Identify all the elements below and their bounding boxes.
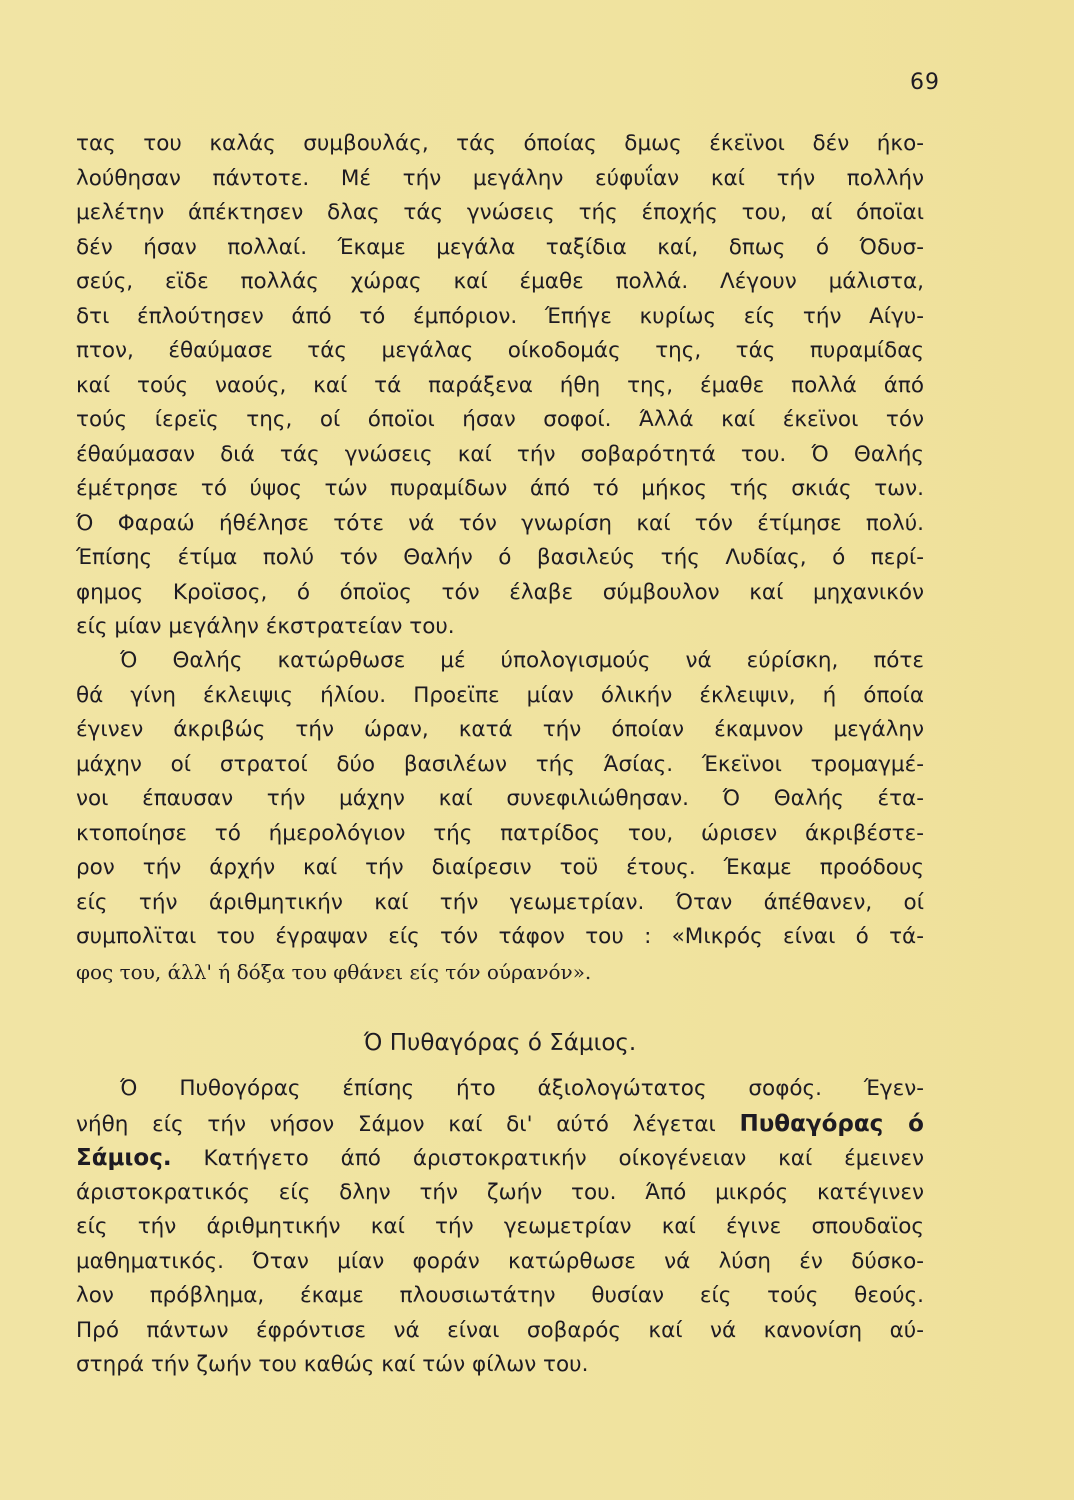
page-number: 69 (910, 70, 940, 95)
text-line: κτοποίησε τό ήμερολόγιον τής πατρίδος του, ώρισεν άκριβέστε- (76, 820, 924, 846)
text-line: Έπίσης έτίμα πολύ τόν Θαλήν ό βασιλεύς τής Λυδίας, ό περί- (76, 545, 924, 570)
text-line: μελέτην άπέκτησεν δλας τάς γνώσεις τής έποχής του, αί όποϊαι (76, 200, 924, 225)
text-line: καί τούς ναούς, καί τά παράξενα ήθη της, έμαθε πολλά άπό (76, 372, 924, 398)
text-line: τούς ίερεϊς της, οί όποϊοι ήσαν σοφοί. Άλλά καί έκεϊνοι τόν (76, 407, 924, 432)
text-line (76, 1141, 924, 1176)
text-line: είς τήν άριθμητικήν καί τήν γεωμετρίαν. Όταν άπέθανεν, οί (76, 889, 924, 915)
paragraph-pythagoras (76, 1072, 924, 1383)
text-line: συμπολϊται του έγραψαν είς τόν τάφον του : «Μικρός είναι ό τά- (76, 924, 924, 949)
text-run: Κατήγετο άπό άριστοκρατικήν οίκογένειαν καί έμεινεν (203, 1146, 924, 1171)
text-line: ρον τήν άρχήν καί τήν διαίρεσιν τοϋ έτους. Έκαμε προόδους (76, 855, 924, 880)
text-line: μάχην οί στρατοί δύο βασιλέων τής Άσίας. Έκεϊνοι τρομαγμέ- (76, 751, 924, 777)
paragraph-thales-travels (76, 127, 924, 645)
text-line: σεύς, εϊδε πολλάς χώρας καί έμαθε πολλά. Λέγουν μάλιστα, (76, 269, 924, 294)
text-line: είς μίαν μεγάλην έκστρατείαν του. (76, 614, 455, 639)
text-line: πτον, έθαύμασε τάς μεγάλας οίκοδομάς της, τάς πυραμίδας (76, 338, 924, 363)
paragraph-thales-eclipse (76, 644, 924, 989)
text-line: έθαύμασαν διά τάς γνώσεις καί τήν σοβαρότητά του. Ό Θαλής (76, 441, 924, 467)
text-line: στηρά τήν ζωήν του καθώς καί τών φίλων του. (76, 1352, 589, 1377)
text-line: μαθηματικός. Όταν μίαν φοράν κατώρθωσε νά λύση έν δύσκο- (76, 1248, 924, 1274)
text-line: έμέτρησε τό ύψος τών πυραμίδων άπό τό μήκος τής σκιάς των. (76, 476, 924, 501)
text-line (76, 1107, 924, 1142)
text-line: Ό Πυθογόρας έπίσης ήτο άξιολογώτατος σοφός. Έγεν- (120, 1076, 924, 1101)
text-line: Ό Θαλής κατώρθωσε μέ ύπολογισμούς νά εύρίσκη, πότε (120, 648, 924, 673)
text-line: φος του, άλλ' ή δόξα του φθάνει είς τόν ούρανόν». (76, 959, 592, 984)
text-line: τας του καλάς συμβουλάς, τάς όποίας δμως έκεϊνοι δέν ήκο- (76, 131, 924, 156)
text-line: δτι έπλούτησεν άπό τό έμπόριον. Έπήγε κυρίως είς τήν Αίγυ- (76, 303, 924, 329)
section-heading: Ό Πυθαγόρας ό Σάμιος. (363, 1030, 637, 1056)
bold-name: Πυθαγόρας ό (739, 1110, 924, 1137)
text-line: θά γίνη έκλειψις ήλίου. Προεϊπε μίαν όλικήν έκλειψιν, ή όποία (76, 682, 924, 708)
text-line: δέν ήσαν πολλαί. Έκαμε μεγάλα ταξίδια καί, δπως ό Όδυσ- (76, 234, 924, 260)
text-line: νοι έπαυσαν τήν μάχην καί συνεφιλιώθησαν. Ό Θαλής έτα- (76, 786, 924, 811)
text-run: νήθη είς τήν νήσον Σάμον καί δι' αύτό λέγεται (76, 1111, 716, 1137)
text-line: άριστοκρατικός είς δλην τήν ζωήν του. Άπό μικρός κατέγινεν (76, 1179, 924, 1205)
text-line: έγινεν άκριβώς τήν ώραν, κατά τήν όποίαν έκαμνον μεγάλην (76, 717, 924, 742)
text-line: φημος Κροϊσος, ό όποϊος τόν έλαβε σύμβουλον καί μηχανικόν (76, 579, 924, 605)
text-line: λον πρόβλημα, έκαμε πλουσιωτάτην θυσίαν είς τούς θεούς. (76, 1283, 924, 1308)
text-line: Πρό πάντων έφρόντισε νά είναι σοβαρός καί νά κανονίση αύ- (76, 1317, 924, 1343)
bold-name: Σάμιος. (76, 1145, 172, 1171)
text-line: είς τήν άριθμητικήν καί τήν γεωμετρίαν καί έγινε σπουδαϊος (76, 1214, 924, 1239)
text-line: Ό Φαραώ ήθέλησε τότε νά τόν γνωρίση καί τόν έτίμησε πολύ. (76, 510, 924, 536)
text-line: λούθησαν πάντοτε. Μέ τήν μεγάλην εύφυΐαν καί τήν πολλήν (76, 165, 924, 191)
